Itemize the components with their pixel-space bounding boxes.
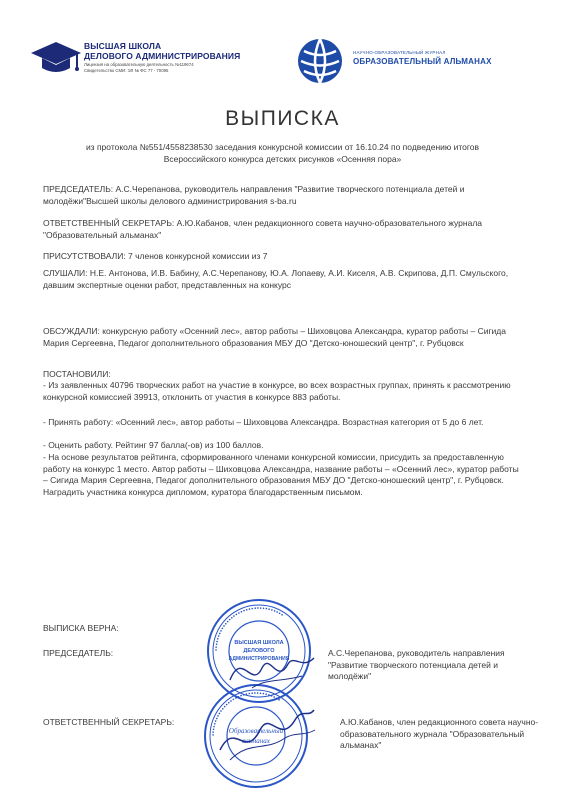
school-cert: Свидетельство СМИ: ЭЛ № ФС 77 - 70095 — [84, 68, 169, 73]
svg-text:Образовательный: Образовательный — [228, 727, 284, 735]
secretary-signature — [210, 690, 320, 770]
chairman-sign-name: А.С.Черепанова, руководитель направления "Развитие творческого потенциала детей и молодёжи" — [328, 648, 505, 681]
secretary-paragraph: ОТВЕТСТВЕННЫЙ СЕКРЕТАРЬ: А.Ю.Кабанов, член редакционного совета научно-образовательного журнала "Образовательный альманах" — [43, 218, 483, 240]
school-credentials — [84, 62, 194, 74]
resolved-item-2: - Принять работу: «Осенний лес», автор работы – Шиховцова Александра. Возрастная категория от 5 до 6 лет. — [43, 417, 484, 427]
svg-text:••••••••••••••••••••••••••••••: ••••••••••••••••••••••••••••••••• — [210, 690, 282, 737]
school-name-line2: ДЕЛОВОГО АДМИНИСТРИРОВАНИЯ — [84, 51, 241, 61]
copy-correct-label: ВЫПИСКА ВЕРНА: — [43, 623, 119, 633]
secretary-sign-label: ОТВЕТСТВЕННЫЙ СЕКРЕТАРЬ: — [43, 717, 175, 727]
almanac-subtitle: НАУЧНО-ОБРАЗОВАТЕЛЬНЫЙ ЖУРНАЛ — [353, 50, 446, 55]
heard-paragraph: СЛУШАЛИ: Н.Е. Антонова, И.В. Бабину, А.С.Черепанову, Ю.А. Лопаеву, А.И. Киселя, А.В. Скрипова, Д.П. Смульского, давшим экспертные оценки работ, представленных на конкурс — [43, 268, 509, 290]
chairman-paragraph: ПРЕДСЕДАТЕЛЬ: А.С.Черепанова, руководитель направления "Развитие творческого потенциала детей и молодёжи"Высшей школы делового администрирования s-ba.ru — [43, 184, 465, 206]
secretary-sign-name: А.Ю.Кабанов, член редакционного совета научно-образовательного журнала "Образовательный альманах" — [340, 717, 539, 750]
document-subtitle: из протокола №551/4558238530 заседания конкурсной комиссии от 16.10.24 по подведению итогов Всероссийского конкурса детских рисунков «Осенняя пора» — [85, 142, 480, 164]
school-name — [84, 41, 240, 61]
svg-text:ДЕЛОВОГО: ДЕЛОВОГО — [243, 648, 275, 654]
almanac-globe-icon — [296, 37, 344, 85]
school-name-line1: ВЫСШАЯ ШКОЛА — [84, 41, 162, 51]
resolved-item-1: - Из заявленных 40796 творческих работ на участие в конкурсе, во всех возрастных группах, принять к рассмотрению конкурсной комиссией 39913, отклонить от участия в конкурсе 883 работы. — [43, 380, 511, 402]
almanac-title: ОБРАЗОВАТЕЛЬНЫЙ АЛЬМАНАХ — [353, 57, 492, 66]
school-logo-icon — [30, 40, 82, 78]
chairman-sign-label: ПРЕДСЕДАТЕЛЬ: — [43, 648, 114, 658]
resolved-item-4: - На основе результатов рейтинга, сформированного членами конкурсной комиссии, присудить за предоставленную работу на конкурс 1 место. Автор работы – Шиховцова Александра, название работы – «Осенний лес», куратор работы – Сигида Мария Сергеевна, Педагог дополнительного образования МБУ ДО "Детско-юношеский центр", г. Рубцовск. Наградить участника конкурса дипломом, куратора благодарственным письмом. — [43, 452, 519, 497]
present-paragraph: ПРИСУТСТВОВАЛИ: 7 членов конкурсной комиссии из 7 — [43, 251, 268, 261]
document-title: ВЫПИСКА — [225, 107, 340, 130]
resolved-label: ПОСТАНОВИЛИ: — [43, 369, 111, 379]
resolved-item-3: - Оценить работу. Рейтинг 97 балла(-ов) из 100 баллов. — [43, 440, 264, 450]
svg-text:АДМИНИСТРИРОВАНИЯ: АДМИНИСТРИРОВАНИЯ — [228, 656, 290, 662]
discussed-paragraph: ОБСУЖДАЛИ: конкурсную работу «Осенний лес», автор работы – Шиховцова Александра, куратор работы – Сигида Мария Сергеевна, Педагог дополнительного образования МБУ ДО "Детско-юношеский центр", г. Рубцовск — [43, 326, 506, 348]
svg-text:••••••••••••••••••••••••••••••: ••••••••••••••••••••••••••••••••• — [213, 605, 285, 652]
svg-text:альманах: альманах — [242, 737, 270, 745]
svg-text:ВЫСШАЯ ШКОЛА: ВЫСШАЯ ШКОЛА — [234, 640, 284, 646]
school-license: Лицензия на образовательную деятельность №119674 — [84, 62, 194, 67]
